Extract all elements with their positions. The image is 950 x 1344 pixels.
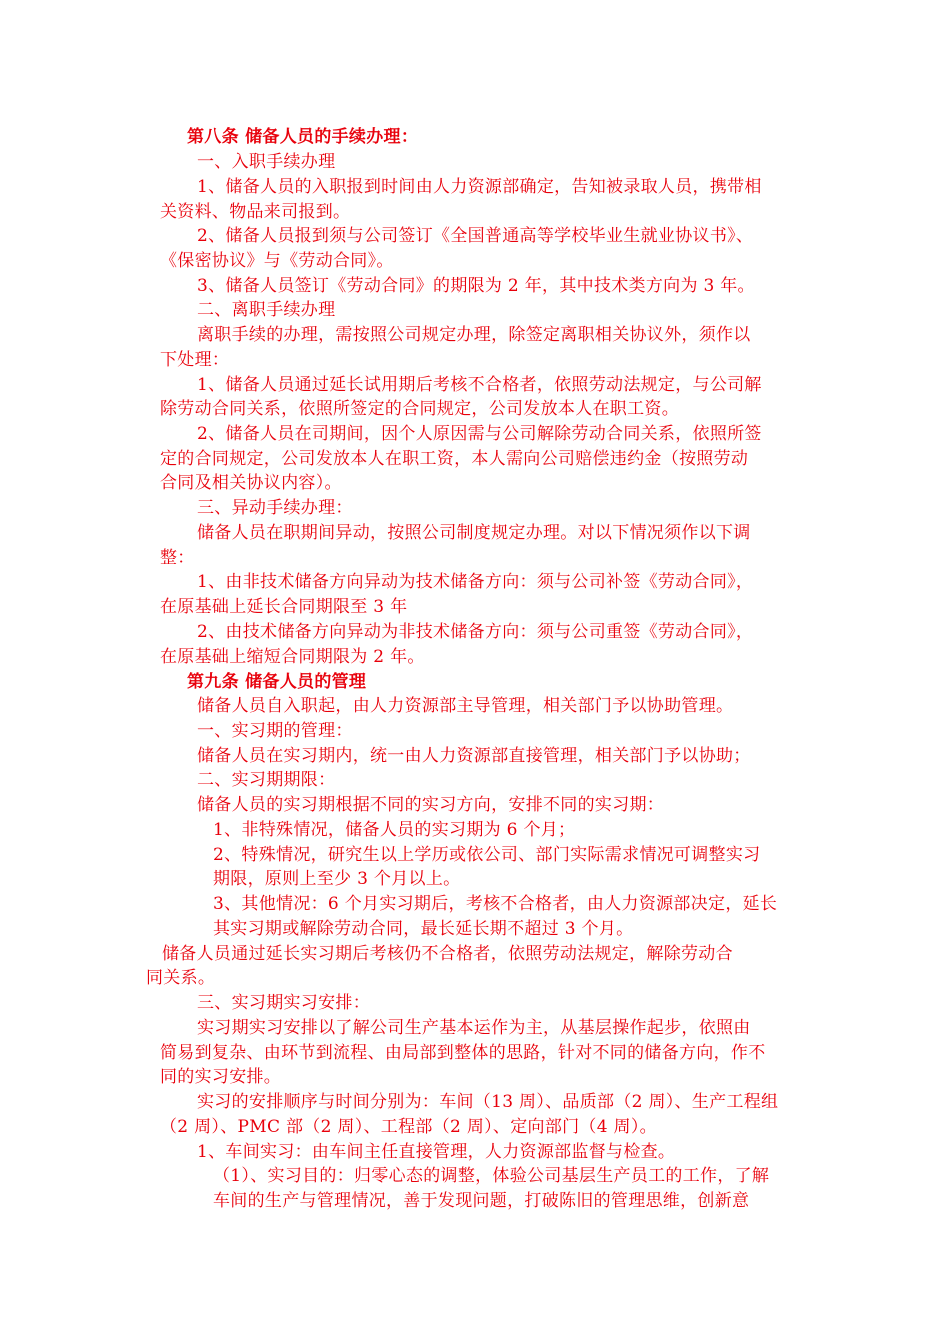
paragraph-line: 同的实习安排。	[160, 1067, 282, 1087]
paragraph-line: 储备人员通过延长实习期后考核仍不合格者，依照劳动法规定，解除劳动合	[162, 944, 733, 964]
paragraph-line: 在原基础上缩短合同期限为 2 年。	[160, 647, 425, 667]
paragraph-line: 关资料、物品来司报到。	[160, 202, 351, 222]
paragraph-line: 实习的安排顺序与时间分别为：车间（13 周）、品质部（2 周）、生产工程组	[197, 1092, 779, 1112]
paragraph-line: 2、储备人员在司期间，因个人原因需与公司解除劳动合同关系，依照所签	[197, 424, 762, 444]
paragraph-line: 储备人员在实习期内，统一由人力资源部直接管理，相关部门予以协助；	[197, 746, 751, 766]
paragraph-line: 定的合同规定，公司发放本人在职工资，本人需向公司赔偿违约金（按照劳动	[160, 449, 749, 469]
paragraph-line: 1、非特殊情况，储备人员的实习期为 6 个月；	[213, 820, 576, 840]
paragraph-line: 期限，原则上至少 3 个月以上。	[213, 869, 461, 889]
paragraph-line: 在原基础上延长合同期限至 3 年	[160, 597, 408, 617]
paragraph-line: 储备人员在职期间异动，按照公司制度规定办理。对以下情况须作以下调	[197, 523, 751, 543]
paragraph-line: 2、特殊情况，研究生以上学历或依公司、部门实际需求情况可调整实习	[213, 845, 761, 865]
paragraph-line: 离职手续的办理，需按照公司规定办理，除签定离职相关协议外，须作以	[197, 325, 751, 345]
paragraph-line: 车间的生产与管理情况，善于发现问题，打破陈旧的管理思维，创新意	[213, 1191, 750, 1211]
paragraph-line: 1、车间实习：由车间主任直接管理，人力资源部监督与检查。	[197, 1142, 676, 1162]
article-8-heading: 第八条 储备人员的手续办理：	[187, 127, 419, 147]
paragraph-line: 储备人员自入职起，由人力资源部主导管理，相关部门予以协助管理。	[197, 696, 734, 716]
section-heading: 二、实习期期限：	[197, 770, 336, 790]
paragraph-line: 简易到复杂、由环节到流程、由局部到整体的思路，针对不同的储备方向，作不	[160, 1043, 766, 1063]
article-9-heading: 第九条 储备人员的管理	[187, 672, 367, 692]
paragraph-line: 3、储备人员签订《劳动合同》的期限为 2 年，其中技术类方向为 3 年。	[197, 276, 755, 296]
paragraph-line: 整：	[160, 548, 195, 568]
section-heading: 一、入职手续办理	[197, 152, 336, 172]
paragraph-line: 1、由非技术储备方向异动为技术储备方向：须与公司补签《劳动合同》，	[197, 572, 754, 592]
section-heading: 三、异动手续办理：	[197, 498, 353, 518]
paragraph-line: 除劳动合同关系，依照所签定的合同规定，公司发放本人在职工资。	[160, 399, 679, 419]
paragraph-line: 合同及相关协议内容）。	[160, 473, 342, 493]
paragraph-line: 1、储备人员通过延长试用期后考核不合格者，依照劳动法规定，与公司解	[197, 375, 762, 395]
section-heading: 二、离职手续办理	[197, 300, 336, 320]
paragraph-line: 同关系。	[146, 968, 216, 988]
paragraph-line: （2 周）、PMC 部（2 周）、工程部（2 周）、定向部门（4 周）。	[160, 1117, 657, 1137]
paragraph-line: 1、储备人员的入职报到时间由人力资源部确定，告知被录取人员，携带相	[197, 177, 762, 197]
paragraph-line: 3、其他情况：6 个月实习期后，考核不合格者，由人力资源部决定，延长	[213, 894, 778, 914]
paragraph-line: 储备人员的实习期根据不同的实习方向，安排不同的实习期：	[197, 795, 665, 815]
section-heading: 一、实习期的管理：	[197, 721, 353, 741]
paragraph-line: 《保密协议》与《劳动合同》。	[160, 251, 394, 271]
paragraph-line: 其实习期或解除劳动合同，最长延长期不超过 3 个月。	[213, 919, 634, 939]
paragraph-line: 下处理：	[160, 350, 230, 370]
paragraph-line: （1）、实习目的：归零心态的调整，体验公司基层生产员工的工作，了解	[213, 1166, 770, 1186]
paragraph-line: 2、储备人员报到须与公司签订《全国普通高等学校毕业生就业协议书》、	[197, 226, 754, 246]
section-heading: 三、实习期实习安排：	[197, 993, 370, 1013]
paragraph-line: 实习期实习安排以了解公司生产基本运作为主，从基层操作起步，依照由	[197, 1018, 751, 1038]
paragraph-line: 2、由技术储备方向异动为非技术储备方向：须与公司重签《劳动合同》，	[197, 622, 754, 642]
